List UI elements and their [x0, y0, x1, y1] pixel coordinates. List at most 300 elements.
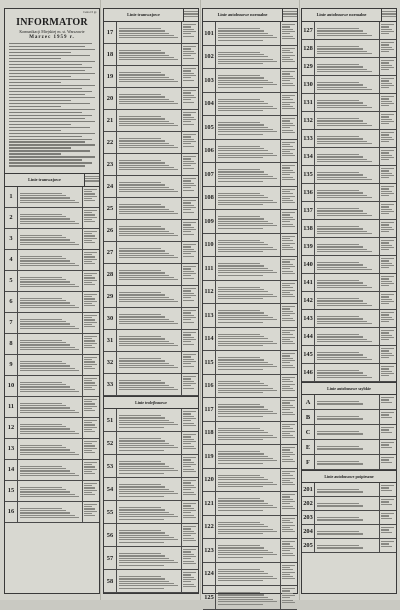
- text-line: [317, 341, 372, 342]
- text-line: [218, 263, 260, 264]
- text-line: [282, 409, 290, 410]
- route-number: 131: [302, 94, 315, 111]
- route-number: 138: [302, 220, 315, 237]
- text-line: [183, 388, 194, 389]
- text-line: [20, 475, 79, 476]
- route-description: [18, 376, 83, 396]
- text-line: [183, 411, 196, 412]
- route-description: [216, 516, 281, 539]
- text-line: [317, 120, 363, 121]
- text-line: [317, 210, 363, 211]
- text-line: [282, 381, 293, 382]
- text-line: [317, 89, 372, 90]
- route-row: [302, 455, 396, 470]
- text-line: [381, 303, 389, 304]
- route-description: [117, 242, 182, 263]
- route-row: [5, 229, 99, 250]
- route-schedule: [281, 93, 297, 116]
- text-line: [282, 454, 295, 455]
- route-number: 51: [104, 409, 117, 431]
- text-line: [282, 456, 290, 457]
- text-line: [20, 405, 66, 406]
- text-line: [183, 300, 194, 301]
- text-line: [84, 469, 97, 470]
- text-line: [84, 408, 92, 409]
- text-line: [119, 81, 178, 82]
- text-line: [183, 117, 194, 118]
- text-line: [20, 445, 62, 446]
- route-description: [216, 398, 281, 421]
- text-line: [218, 33, 268, 34]
- route-description: [315, 455, 380, 469]
- text-line: [20, 473, 75, 474]
- text-line: [381, 459, 389, 460]
- text-line: [20, 202, 79, 203]
- text-line: [218, 557, 263, 558]
- text-line: [20, 197, 70, 198]
- route-number: 19: [104, 66, 117, 87]
- text-line: [218, 169, 260, 170]
- text-line: [317, 159, 367, 160]
- route-row: [5, 250, 99, 271]
- text-line: [20, 284, 75, 285]
- text-line: [317, 372, 363, 373]
- text-line: [84, 494, 95, 495]
- text-line: [381, 101, 392, 102]
- route-number: 1: [5, 187, 18, 207]
- text-line: [20, 340, 62, 341]
- text-line: [381, 529, 389, 530]
- text-line: [381, 337, 394, 338]
- route-description: [117, 524, 182, 546]
- route-row: [104, 478, 198, 501]
- route-number: 123: [203, 539, 216, 562]
- text-line: [282, 482, 293, 483]
- text-line: [317, 125, 372, 126]
- text-line: [183, 341, 191, 342]
- text-line: [20, 326, 75, 327]
- route-description: [315, 40, 380, 57]
- text-line: [282, 595, 295, 596]
- text-line: [282, 97, 290, 98]
- text-line: [119, 118, 165, 119]
- section-title: Linie autobusowe pośpieszne: [302, 470, 396, 483]
- text-line: [183, 207, 196, 208]
- text-line: [183, 24, 196, 25]
- route-number: 22: [104, 132, 117, 153]
- route-number: 8: [5, 334, 18, 354]
- route-schedule: [182, 308, 198, 329]
- text-line: [282, 24, 295, 25]
- route-schedule: [83, 334, 99, 354]
- text-line: [183, 70, 191, 71]
- text-line: [20, 515, 75, 516]
- text-line: [317, 352, 359, 353]
- route-schedule: [281, 69, 297, 92]
- text-line: [218, 569, 260, 570]
- text-line: [317, 190, 359, 191]
- text-line: [20, 342, 66, 343]
- text-line: [84, 471, 92, 472]
- route-row: [104, 132, 198, 154]
- text-line: [119, 491, 174, 492]
- text-line: [218, 547, 264, 548]
- text-line: [282, 245, 290, 246]
- text-line: [84, 361, 95, 362]
- route-row: [203, 234, 297, 258]
- text-line: [84, 324, 92, 325]
- route-number: 110: [203, 234, 216, 257]
- route-schedule: [182, 198, 198, 219]
- text-line: [84, 338, 92, 339]
- text-line: [381, 31, 394, 32]
- route-row: [104, 432, 198, 455]
- text-line: [183, 378, 191, 379]
- text-line: [20, 344, 70, 345]
- text-line: [282, 447, 295, 448]
- route-description: [216, 539, 281, 562]
- text-line: [317, 84, 363, 85]
- text-line: [282, 240, 293, 241]
- text-line: [183, 185, 196, 186]
- route-number: 30: [104, 308, 117, 329]
- text-line: [183, 540, 196, 541]
- text-line: [119, 438, 161, 439]
- text-line: [381, 371, 392, 372]
- text-line: [381, 83, 392, 84]
- text-line: [282, 95, 295, 96]
- text-line: [317, 547, 363, 548]
- text-line: [20, 307, 79, 308]
- route-schedule: [281, 469, 297, 492]
- text-line: [317, 339, 367, 340]
- route-row: [302, 238, 396, 256]
- text-line: [218, 40, 263, 41]
- text-line: [282, 546, 293, 547]
- text-line: [317, 287, 372, 288]
- text-line: [119, 59, 178, 60]
- text-line: [282, 177, 293, 178]
- text-line: [218, 430, 264, 431]
- text-line: [84, 200, 95, 201]
- route-row: [104, 242, 198, 264]
- text-line: [218, 580, 263, 581]
- route-row: [302, 310, 396, 328]
- text-line: [282, 52, 293, 53]
- text-line: [218, 275, 263, 276]
- text-line: [317, 100, 359, 101]
- text-line: [218, 336, 264, 337]
- text-line: [282, 414, 295, 415]
- text-line: [119, 272, 165, 273]
- route-row: [104, 524, 198, 547]
- text-line: [183, 156, 196, 157]
- route-row: [302, 76, 396, 94]
- text-line: [84, 387, 92, 388]
- route-row: [203, 516, 297, 540]
- route-description: [315, 410, 380, 424]
- text-line: [282, 151, 290, 152]
- text-line: [381, 85, 394, 86]
- text-line: [183, 58, 194, 59]
- text-line: [218, 181, 263, 182]
- text-line: [317, 48, 363, 49]
- text-line: [119, 101, 174, 102]
- text-line: [84, 315, 97, 316]
- text-line: [282, 120, 290, 121]
- text-line: [119, 28, 161, 29]
- text-line: [183, 487, 196, 488]
- text-line: [381, 245, 392, 246]
- text-line: [317, 334, 359, 335]
- text-line: [381, 105, 389, 106]
- text-line: [183, 178, 196, 179]
- text-line: [381, 33, 389, 34]
- text-line: [317, 226, 359, 227]
- text-line: [119, 184, 165, 185]
- text-line: [282, 555, 295, 556]
- text-line: [183, 366, 194, 367]
- text-line: [381, 47, 392, 48]
- text-line: [183, 268, 191, 269]
- text-line: [317, 519, 363, 520]
- text-line: [317, 123, 367, 124]
- text-line: [282, 132, 295, 133]
- route-schedule: [380, 22, 396, 39]
- text-line: [84, 427, 97, 428]
- route-number: 121: [203, 492, 216, 515]
- text-line: [20, 216, 66, 217]
- text-line: [84, 420, 97, 421]
- text-line: [218, 28, 260, 29]
- text-line: [282, 332, 290, 333]
- route-schedule: [83, 376, 99, 396]
- text-line: [119, 57, 174, 58]
- route-schedule: [380, 410, 396, 424]
- text-line: [84, 277, 95, 278]
- route-row: [104, 570, 198, 593]
- route-schedule: [182, 88, 198, 109]
- text-line: [183, 317, 196, 318]
- route-schedule: [380, 525, 396, 538]
- route-row: [203, 351, 297, 375]
- route-schedule: [83, 481, 99, 501]
- text-line: [218, 406, 264, 407]
- text-line: [218, 242, 264, 243]
- text-line: [84, 219, 92, 220]
- text-line: [317, 545, 359, 546]
- text-line: [381, 513, 394, 514]
- text-line: [317, 448, 363, 449]
- text-line: [183, 446, 194, 447]
- text-line: [183, 141, 196, 142]
- text-line: [20, 496, 79, 497]
- text-line: [119, 204, 161, 205]
- route-schedule: [281, 422, 297, 445]
- text-line: [183, 459, 191, 460]
- text-line: [84, 280, 97, 281]
- text-line: [282, 306, 295, 307]
- route-row: [203, 422, 297, 446]
- text-line: [381, 399, 389, 400]
- route-row: [104, 220, 198, 242]
- route-row: [302, 166, 396, 184]
- text-line: [282, 155, 295, 156]
- route-schedule: [380, 238, 396, 255]
- text-line: [381, 366, 394, 367]
- text-line: [282, 266, 295, 267]
- text-line: [282, 271, 293, 272]
- text-line: [84, 294, 97, 295]
- text-line: [84, 317, 92, 318]
- text-line: [218, 272, 277, 273]
- text-line: [84, 231, 97, 232]
- route-description: [117, 220, 182, 241]
- text-line: [84, 284, 95, 285]
- text-line: [119, 360, 165, 361]
- route-number: 141: [302, 274, 315, 291]
- text-line: [282, 525, 295, 526]
- text-line: [20, 300, 66, 301]
- text-line: [218, 315, 268, 316]
- text-line: [183, 163, 196, 164]
- text-line: [84, 259, 97, 260]
- route-number: E: [302, 440, 315, 454]
- route-description: [315, 148, 380, 165]
- route-description: [216, 234, 281, 257]
- text-line: [282, 198, 290, 199]
- route-schedule: [182, 409, 198, 431]
- text-line: [317, 231, 367, 232]
- route-row: [104, 286, 198, 308]
- text-line: [381, 213, 389, 214]
- route-description: [18, 313, 83, 333]
- text-line: [282, 339, 290, 340]
- route-schedule: [182, 66, 198, 87]
- route-row: [104, 66, 198, 88]
- text-line: [317, 172, 359, 173]
- text-line: [381, 294, 394, 295]
- text-line: [218, 364, 273, 365]
- route-description: [117, 176, 182, 197]
- route-row: [302, 220, 396, 238]
- text-line: [282, 118, 295, 119]
- text-line: [84, 305, 95, 306]
- text-line: [183, 158, 191, 159]
- text-line: [381, 157, 394, 158]
- text-line: [183, 448, 196, 449]
- text-line: [84, 189, 97, 190]
- text-line: [20, 218, 70, 219]
- text-line: [84, 235, 95, 236]
- text-line: [183, 209, 191, 210]
- text-line: [381, 114, 394, 115]
- text-line: [381, 260, 389, 261]
- text-line: [381, 402, 392, 403]
- route-row: [104, 154, 198, 176]
- route-schedule: [380, 511, 396, 524]
- text-line: [218, 413, 277, 414]
- text-line: [317, 244, 359, 245]
- text-line: [282, 48, 295, 49]
- text-line: [119, 365, 174, 366]
- text-line: [282, 330, 295, 331]
- route-row: [5, 481, 99, 502]
- text-line: [282, 249, 295, 250]
- text-line: [20, 361, 62, 362]
- text-line: [84, 403, 95, 404]
- route-description: [216, 469, 281, 492]
- text-line: [381, 211, 394, 212]
- route-schedule: [182, 22, 198, 43]
- route-description: [216, 586, 281, 609]
- route-description: [216, 93, 281, 116]
- route-schedule: [281, 281, 297, 304]
- route-row: [203, 46, 297, 70]
- text-line: [218, 357, 260, 358]
- text-line: [183, 278, 194, 279]
- text-line: [282, 590, 290, 591]
- text-line: [282, 522, 293, 523]
- route-description: [216, 187, 281, 210]
- text-line: [84, 357, 97, 358]
- text-line: [282, 294, 293, 295]
- route-row: [203, 69, 297, 93]
- text-line: [218, 533, 263, 534]
- text-line: [381, 301, 394, 302]
- route-number: 17: [104, 22, 117, 43]
- text-line: [218, 247, 273, 248]
- text-line: [282, 484, 295, 485]
- text-line: [183, 423, 194, 424]
- route-schedule: [182, 242, 198, 263]
- text-line: [183, 224, 191, 225]
- text-line: [381, 141, 389, 142]
- route-row: [203, 22, 297, 46]
- route-number: 108: [203, 187, 216, 210]
- route-number: 118: [203, 422, 216, 445]
- text-line: [317, 370, 359, 371]
- text-line: [218, 291, 268, 292]
- text-line: [119, 145, 174, 146]
- text-line: [282, 407, 295, 408]
- text-line: [218, 80, 268, 81]
- text-line: [381, 29, 392, 30]
- route-row: [302, 410, 396, 425]
- text-line: [119, 484, 161, 485]
- route-row: [5, 334, 99, 355]
- route-schedule: [380, 455, 396, 469]
- route-number: 7: [5, 313, 18, 333]
- route-number: 27: [104, 242, 117, 263]
- text-line: [218, 84, 277, 85]
- text-line: [317, 305, 372, 306]
- text-line: [282, 593, 293, 594]
- text-line: [317, 503, 359, 504]
- text-line: [218, 500, 264, 501]
- text-line: [282, 123, 293, 124]
- route-schedule: [281, 398, 297, 421]
- route-description: [315, 112, 380, 129]
- route-number: 9: [5, 355, 18, 375]
- text-line: [218, 310, 260, 311]
- text-line: [183, 31, 196, 32]
- text-line: [282, 390, 295, 391]
- text-line: [381, 499, 394, 500]
- text-line: [381, 62, 389, 63]
- text-line: [183, 584, 194, 585]
- text-line: [119, 167, 174, 168]
